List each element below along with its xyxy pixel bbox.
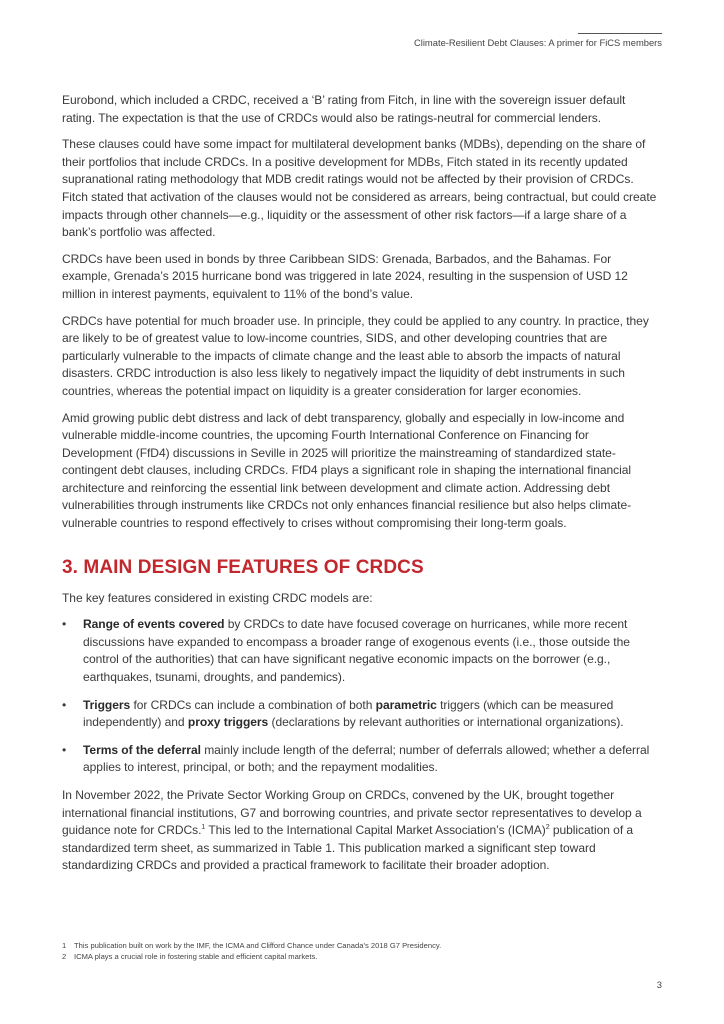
bullet-term: proxy triggers xyxy=(187,715,269,730)
bullet-text: for CRDCs can include a combination of both xyxy=(130,697,376,712)
footnotes xyxy=(62,940,662,962)
bullet-term: Triggers xyxy=(83,697,131,712)
list-item xyxy=(62,697,659,732)
bullet-marker: • xyxy=(62,697,67,712)
footnote-number: 1 xyxy=(62,941,67,950)
bullet-term: Terms of the deferral xyxy=(83,742,201,757)
page-body xyxy=(62,92,659,884)
paragraph: Amid growing public debt distress and lack of debt transparency, globally and especially in low-income and vulnerable middle-income countries, the upcoming Fourth International Conference on Financing for Development (FfD4) discussions in Seville in 2025 will prioritize the mainstreaming of standardized state-contingent debt clauses, including CRDCs. FfD4 plays a significant role in shaping the international financial architecture and reinforcing the essential link between development and climate action. Addressing debt vulnerabilities through instruments like CRDCs not only enhances financial resilience but also helps climate-vulnerable countries to respond effectively to crises without compromising their long-term goals. xyxy=(62,410,632,531)
paragraph: Eurobond, which included a CRDC, received a ‘B’ rating from Fitch, in line with the sovereign issuer default rating. The expectation is that the use of CRDCs would also be ratings-neutral for commercial lenders. xyxy=(62,93,626,125)
closing-text: In November 2022, the Private Sector Working Group on CRDCs, convened by the UK, brought together international financial institutions, G7 and borrowing countries, and private sector representatives to develop a guidance note for CRDCs. xyxy=(62,788,642,838)
bullet-term: parametric xyxy=(375,697,437,712)
bullet-text: mainly include length of the deferral; number of deferrals allowed; whether a deferral applies to interest, principal, or both; and the repayment modalities. xyxy=(83,742,650,775)
footnote-text: ICMA plays a crucial role in fostering stable and efficient capital markets. xyxy=(74,952,318,961)
bullet-text: by CRDCs to date have focused coverage on hurricanes, while more recent discussions have expanded to encompass a broader range of exogenous events (i.e., those outside the control of the authorities) that can have significant negative economic impacts on the borrower (e.g., earthquakes, tsunami, droughts, and pandemics). xyxy=(83,617,630,685)
paragraph: These clauses could have some impact for multilateral development banks (MDBs), depending on the share of their portfolios that include CRDCs. In a positive development for MDBs, Fitch stated in its recently updated supranational rating methodology that MDB credit ratings would not be affected by their provision of CRDCs. Fitch stated that activation of the clauses would not be considered as arrears, being contractual, but could create impacts through other channels—e.g., liquidity or the assessment of other risk factors—if a large share of a bank’s portfolio was affected. xyxy=(62,137,657,240)
closing-text: This led to the International Capital Market Association’s (ICMA) xyxy=(205,823,546,838)
footnote xyxy=(62,940,662,951)
bullet-term: Range of events covered xyxy=(83,617,225,632)
closing-text: publication of a standardized term sheet, as summarized in Table 1. This publication marked a significant step toward standardizing CRDCs and provided a practical framework to facilitate their broader adoption. xyxy=(62,823,634,873)
list-item xyxy=(62,616,659,686)
feature-list xyxy=(62,616,659,777)
bullet-text: (declarations by relevant authorities or international organizations). xyxy=(268,715,624,730)
footnote-ref-2[interactable]: 2 xyxy=(545,824,550,832)
section-intro: The key features considered in existing CRDC models are: xyxy=(62,590,373,605)
footnote-text: This publication built on work by the IMF, the ICMA and Clifford Chance under Canada’s 2018 G7 Presidency. xyxy=(74,941,442,950)
section-heading: 3. MAIN DESIGN FEATURES OF CRDCS xyxy=(62,556,424,578)
page-number: 3 xyxy=(656,979,662,990)
footnote-number: 2 xyxy=(62,952,67,961)
list-item xyxy=(62,742,659,777)
footnote xyxy=(62,951,662,962)
bullet-text: triggers (which can be measured independently) and xyxy=(83,697,614,730)
running-header: Climate-Resilient Debt Clauses: A primer for FiCS members xyxy=(414,37,662,48)
bullet-marker: • xyxy=(62,742,67,757)
closing-paragraph xyxy=(62,787,659,875)
paragraph: CRDCs have potential for much broader use. In principle, they could be applied to any country. In practice, they are likely to be of greatest value to low-income countries, SIDS, and other developing countries that are particularly vulnerable to the impacts of climate change and the least able to absorb the impacts of natural disasters. CRDC introduction is also less likely to negatively impact the liquidity of debt instruments in such countries, whereas the potential impact on liquidity is a greater consideration for larger economies. xyxy=(62,313,649,398)
paragraph: CRDCs have been used in bonds by three Caribbean SIDS: Grenada, Barbados, and the Bahamas. For example, Grenada’s 2015 hurricane bond was triggered in late 2024, resulting in the suspension of USD 12 million in interest payments, equivalent to 11% of the bond’s value. xyxy=(62,251,628,301)
footnote-ref-1[interactable]: 1 xyxy=(201,824,206,832)
header-rule xyxy=(578,33,662,34)
bullet-marker: • xyxy=(62,617,67,632)
